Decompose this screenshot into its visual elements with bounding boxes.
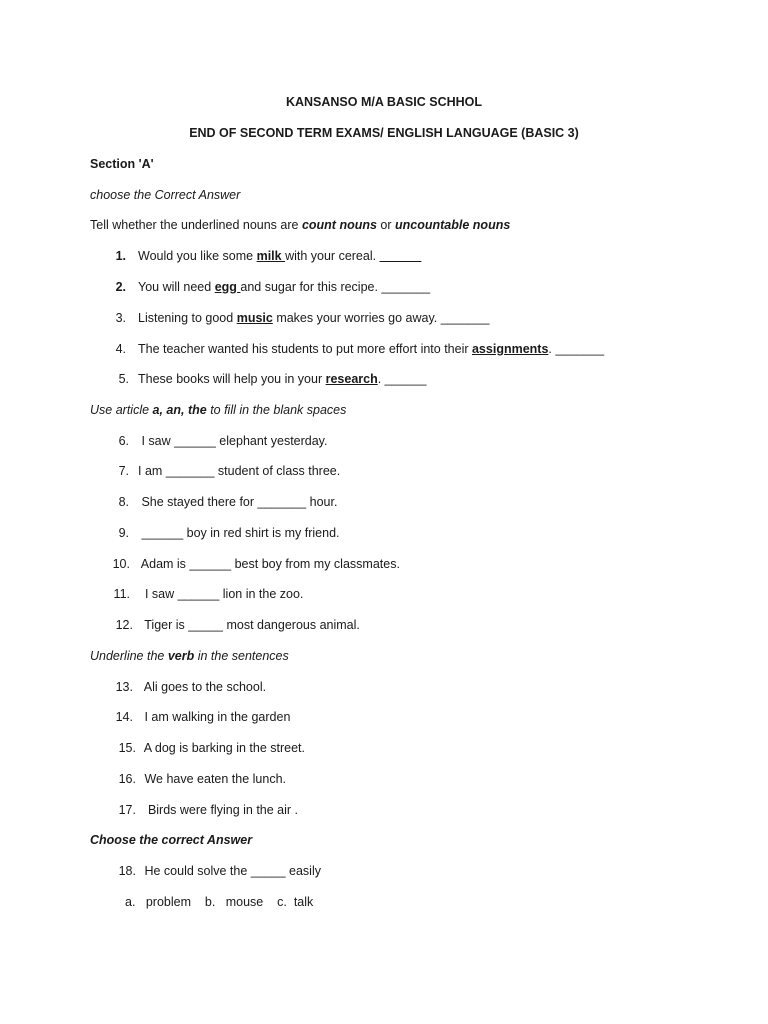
exam-title: END OF SECOND TERM EXAMS/ ENGLISH LANGUAGE (BASIC 3) bbox=[189, 126, 579, 140]
school-title: KANSANSO M/A BASIC SCHHOL bbox=[285, 95, 483, 109]
section-a-heading: Section 'A' bbox=[90, 157, 154, 171]
part2-instruction: Use article a, an, the to fill in the blank spaces bbox=[90, 403, 347, 417]
document-page: KANSANSO M/A BASIC SCHHOL END OF SECOND TERM EXAMS/ ENGLISH LANGUAGE (BASIC 3) Section 'A' choose the Correct Answer Tell whether the underlined nouns are count nouns or uncountable nouns 1. Would you like some milk with your cereal. ______ 2. You will need egg and sugar for this recipe. _______ 3. Listening to good music makes your worries go away. _______ 4. The teacher wanted his students to put more effort into their assignments. _______ 5. These books will help you in your research. ______ Use article a, an, the to fill in the blank spaces 6. I saw ______ elephant yesterday. 7. I am _______ student of class three. 8. She stayed there for _______ hour. 9. ______ boy in red shirt is my friend. 10. Adam is ______ best boy from my classmates. 11. I saw ______ lion in the zoo. 12. Tiger is _____ most dangerous animal. Underline the verb in the sentences 13. Ali goes to the school. 14. I am walking in the garden 15. A dog is barking in the street. 16. We have eaten the lunch. 17. Birds were flying in the air . Choose the correct Answer 18. He could solve the _____ easily a. problem b. mouse c. talk bbox=[0, 0, 768, 1024]
question-18-options: a. problem b. mouse c. talk bbox=[125, 895, 314, 909]
section-a-instruction: choose the Correct Answer bbox=[90, 188, 241, 202]
part3-instruction: Underline the verb in the sentences bbox=[90, 649, 289, 663]
part4-instruction: Choose the correct Answer bbox=[90, 833, 253, 847]
part1-instruction: Tell whether the underlined nouns are count nouns or uncountable nouns bbox=[90, 218, 511, 232]
